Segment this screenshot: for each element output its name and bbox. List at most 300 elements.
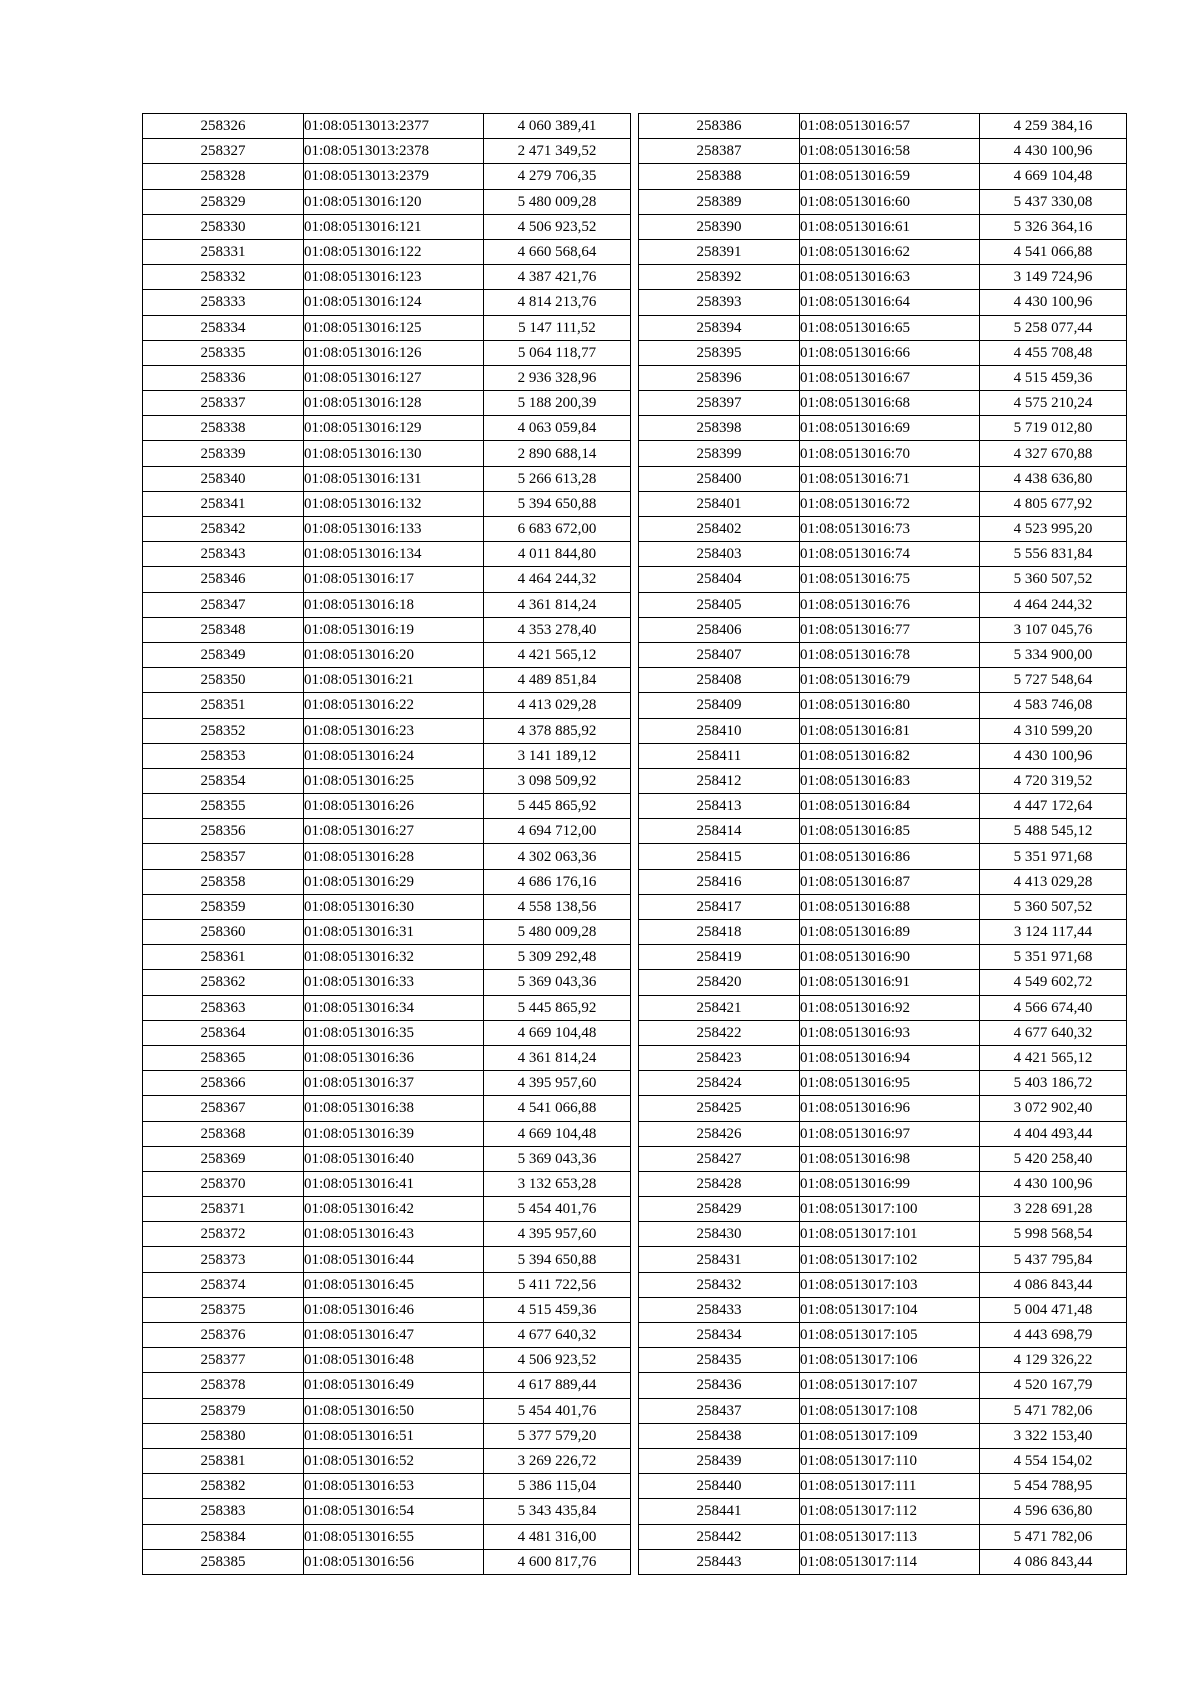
value-cell: 4 387 421,76 <box>484 265 631 290</box>
row-number-cell: 258389 <box>639 189 800 214</box>
value-cell: 4 327 670,88 <box>980 441 1127 466</box>
value-cell: 5 064 118,77 <box>484 340 631 365</box>
cadastral-number-cell: 01:08:0513016:122 <box>304 239 484 264</box>
cadastral-number-cell: 01:08:0513017:112 <box>800 1499 980 1524</box>
table-row <box>143 114 631 139</box>
cadastral-number-cell: 01:08:0513016:83 <box>800 768 980 793</box>
cadastral-number-cell: 01:08:0513016:46 <box>304 1297 484 1322</box>
cadastral-number-cell: 01:08:0513016:50 <box>304 1398 484 1423</box>
row-number-cell: 258419 <box>639 945 800 970</box>
table-row <box>143 1096 631 1121</box>
value-cell: 4 279 706,35 <box>484 164 631 189</box>
cadastral-number-cell: 01:08:0513016:79 <box>800 668 980 693</box>
cadastral-number-cell: 01:08:0513016:49 <box>304 1373 484 1398</box>
row-number-cell: 258337 <box>143 391 304 416</box>
row-number-cell: 258340 <box>143 466 304 491</box>
cadastral-number-cell: 01:08:0513016:84 <box>800 794 980 819</box>
cadastral-number-cell: 01:08:0513017:101 <box>800 1222 980 1247</box>
value-cell: 2 890 688,14 <box>484 441 631 466</box>
cadastral-number-cell: 01:08:0513016:41 <box>304 1171 484 1196</box>
cadastral-number-cell: 01:08:0513016:54 <box>304 1499 484 1524</box>
cadastral-number-cell: 01:08:0513017:114 <box>800 1549 980 1574</box>
cadastral-number-cell: 01:08:0513016:72 <box>800 491 980 516</box>
value-cell: 4 447 172,64 <box>980 794 1127 819</box>
row-number-cell: 258391 <box>639 239 800 264</box>
row-number-cell: 258349 <box>143 642 304 667</box>
cadastral-number-cell: 01:08:0513013:2377 <box>304 114 484 139</box>
row-number-cell: 258408 <box>639 668 800 693</box>
value-cell: 4 404 493,44 <box>980 1121 1127 1146</box>
value-cell: 5 004 471,48 <box>980 1297 1127 1322</box>
table-row <box>639 970 1127 995</box>
cadastral-number-cell: 01:08:0513016:43 <box>304 1222 484 1247</box>
row-number-cell: 258424 <box>639 1071 800 1096</box>
table-row <box>639 365 1127 390</box>
row-number-cell: 258332 <box>143 265 304 290</box>
value-cell: 5 471 782,06 <box>980 1524 1127 1549</box>
row-number-cell: 258433 <box>639 1297 800 1322</box>
table-row <box>143 1272 631 1297</box>
cadastral-number-cell: 01:08:0513016:35 <box>304 1020 484 1045</box>
row-number-cell: 258343 <box>143 542 304 567</box>
table-row <box>143 1423 631 1448</box>
row-number-cell: 258403 <box>639 542 800 567</box>
row-number-cell: 258428 <box>639 1171 800 1196</box>
row-number-cell: 258336 <box>143 365 304 390</box>
row-number-cell: 258399 <box>639 441 800 466</box>
value-cell: 4 541 066,88 <box>484 1096 631 1121</box>
value-cell: 5 454 788,95 <box>980 1474 1127 1499</box>
value-cell: 3 132 653,28 <box>484 1171 631 1196</box>
cadastral-number-cell: 01:08:0513016:23 <box>304 718 484 743</box>
table-row <box>639 466 1127 491</box>
value-cell: 4 353 278,40 <box>484 617 631 642</box>
cadastral-number-cell: 01:08:0513016:48 <box>304 1348 484 1373</box>
value-cell: 4 617 889,44 <box>484 1373 631 1398</box>
value-cell: 4 395 957,60 <box>484 1071 631 1096</box>
row-number-cell: 258368 <box>143 1121 304 1146</box>
cadastral-number-cell: 01:08:0513016:65 <box>800 315 980 340</box>
row-number-cell: 258411 <box>639 743 800 768</box>
row-number-cell: 258335 <box>143 340 304 365</box>
cadastral-number-cell: 01:08:0513016:94 <box>800 1045 980 1070</box>
value-cell: 4 677 640,32 <box>484 1323 631 1348</box>
value-cell: 4 515 459,36 <box>484 1297 631 1322</box>
cadastral-number-cell: 01:08:0513016:90 <box>800 945 980 970</box>
cadastral-number-cell: 01:08:0513016:131 <box>304 466 484 491</box>
value-cell: 5 369 043,36 <box>484 970 631 995</box>
row-number-cell: 258374 <box>143 1272 304 1297</box>
table-row <box>639 1398 1127 1423</box>
row-number-cell: 258416 <box>639 869 800 894</box>
row-number-cell: 258347 <box>143 592 304 617</box>
cadastral-number-cell: 01:08:0513017:108 <box>800 1398 980 1423</box>
value-cell: 4 443 698,79 <box>980 1323 1127 1348</box>
table-row <box>143 340 631 365</box>
row-number-cell: 258367 <box>143 1096 304 1121</box>
cadastral-number-cell: 01:08:0513017:103 <box>800 1272 980 1297</box>
row-number-cell: 258392 <box>639 265 800 290</box>
cadastral-number-cell: 01:08:0513016:95 <box>800 1071 980 1096</box>
cadastral-number-cell: 01:08:0513016:82 <box>800 743 980 768</box>
row-number-cell: 258375 <box>143 1297 304 1322</box>
row-number-cell: 258393 <box>639 290 800 315</box>
value-cell: 5 420 258,40 <box>980 1146 1127 1171</box>
row-number-cell: 258436 <box>639 1373 800 1398</box>
table-row <box>143 1499 631 1524</box>
table-row <box>639 340 1127 365</box>
value-cell: 5 445 865,92 <box>484 995 631 1020</box>
table-row <box>143 1171 631 1196</box>
row-number-cell: 258341 <box>143 491 304 516</box>
table-row <box>639 391 1127 416</box>
right-table <box>638 113 1127 1575</box>
row-number-cell: 258425 <box>639 1096 800 1121</box>
value-cell: 4 660 568,64 <box>484 239 631 264</box>
table-row <box>639 517 1127 542</box>
value-cell: 4 413 029,28 <box>484 693 631 718</box>
table-row <box>143 1549 631 1574</box>
table-row <box>639 768 1127 793</box>
table-row <box>143 1045 631 1070</box>
cadastral-number-cell: 01:08:0513016:77 <box>800 617 980 642</box>
cadastral-number-cell: 01:08:0513016:86 <box>800 844 980 869</box>
table-row <box>143 391 631 416</box>
table-row <box>639 1247 1127 1272</box>
cadastral-number-cell: 01:08:0513016:120 <box>304 189 484 214</box>
value-cell: 3 322 153,40 <box>980 1423 1127 1448</box>
value-cell: 3 072 902,40 <box>980 1096 1127 1121</box>
table-row <box>143 567 631 592</box>
table-row <box>639 416 1127 441</box>
cadastral-number-cell: 01:08:0513016:80 <box>800 693 980 718</box>
cadastral-number-cell: 01:08:0513016:70 <box>800 441 980 466</box>
table-row <box>143 365 631 390</box>
value-cell: 4 541 066,88 <box>980 239 1127 264</box>
row-number-cell: 258412 <box>639 768 800 793</box>
row-number-cell: 258441 <box>639 1499 800 1524</box>
table-row <box>639 1222 1127 1247</box>
row-number-cell: 258372 <box>143 1222 304 1247</box>
table-row <box>639 1171 1127 1196</box>
left-table <box>142 113 631 1575</box>
value-cell: 4 259 384,16 <box>980 114 1127 139</box>
table-row <box>143 1247 631 1272</box>
row-number-cell: 258376 <box>143 1323 304 1348</box>
table-row <box>639 265 1127 290</box>
table-row <box>143 1297 631 1322</box>
cadastral-number-cell: 01:08:0513016:78 <box>800 642 980 667</box>
table-row <box>639 1121 1127 1146</box>
table-row <box>639 1045 1127 1070</box>
row-number-cell: 258402 <box>639 517 800 542</box>
value-cell: 5 386 115,04 <box>484 1474 631 1499</box>
value-cell: 5 719 012,80 <box>980 416 1127 441</box>
value-cell: 4 686 176,16 <box>484 869 631 894</box>
cadastral-number-cell: 01:08:0513016:71 <box>800 466 980 491</box>
table-row <box>143 894 631 919</box>
cadastral-number-cell: 01:08:0513016:22 <box>304 693 484 718</box>
value-cell: 4 669 104,48 <box>980 164 1127 189</box>
row-number-cell: 258409 <box>639 693 800 718</box>
table-row <box>639 1549 1127 1574</box>
row-number-cell: 258353 <box>143 743 304 768</box>
table-row <box>639 1272 1127 1297</box>
row-number-cell: 258400 <box>639 466 800 491</box>
table-row <box>143 1121 631 1146</box>
table-row <box>143 945 631 970</box>
row-number-cell: 258434 <box>639 1323 800 1348</box>
cadastral-number-cell: 01:08:0513016:85 <box>800 819 980 844</box>
row-number-cell: 258427 <box>639 1146 800 1171</box>
table-row <box>639 743 1127 768</box>
row-number-cell: 258395 <box>639 340 800 365</box>
value-cell: 4 669 104,48 <box>484 1020 631 1045</box>
table-row <box>639 567 1127 592</box>
cadastral-number-cell: 01:08:0513016:33 <box>304 970 484 995</box>
value-cell: 5 394 650,88 <box>484 491 631 516</box>
value-cell: 5 266 613,28 <box>484 466 631 491</box>
row-number-cell: 258387 <box>639 139 800 164</box>
value-cell: 4 302 063,36 <box>484 844 631 869</box>
table-row <box>639 542 1127 567</box>
row-number-cell: 258420 <box>639 970 800 995</box>
table-row <box>639 920 1127 945</box>
table-row <box>639 995 1127 1020</box>
cadastral-number-cell: 01:08:0513016:37 <box>304 1071 484 1096</box>
row-number-cell: 258366 <box>143 1071 304 1096</box>
cadastral-number-cell: 01:08:0513016:60 <box>800 189 980 214</box>
cadastral-number-cell: 01:08:0513013:2378 <box>304 139 484 164</box>
row-number-cell: 258401 <box>639 491 800 516</box>
row-number-cell: 258421 <box>639 995 800 1020</box>
table-row <box>639 214 1127 239</box>
table-row <box>143 592 631 617</box>
value-cell: 5 147 111,52 <box>484 315 631 340</box>
value-cell: 3 107 045,76 <box>980 617 1127 642</box>
cadastral-number-cell: 01:08:0513016:21 <box>304 668 484 693</box>
row-number-cell: 258429 <box>639 1197 800 1222</box>
table-row <box>639 441 1127 466</box>
value-cell: 6 683 672,00 <box>484 517 631 542</box>
cadastral-number-cell: 01:08:0513016:96 <box>800 1096 980 1121</box>
cadastral-number-cell: 01:08:0513016:73 <box>800 517 980 542</box>
value-cell: 4 430 100,96 <box>980 743 1127 768</box>
value-cell: 4 395 957,60 <box>484 1222 631 1247</box>
table-row <box>639 139 1127 164</box>
cadastral-number-cell: 01:08:0513016:24 <box>304 743 484 768</box>
cadastral-number-cell: 01:08:0513016:29 <box>304 869 484 894</box>
table-row <box>143 1071 631 1096</box>
row-number-cell: 258423 <box>639 1045 800 1070</box>
cadastral-number-cell: 01:08:0513016:31 <box>304 920 484 945</box>
cadastral-number-cell: 01:08:0513016:63 <box>800 265 980 290</box>
row-number-cell: 258339 <box>143 441 304 466</box>
row-number-cell: 258327 <box>143 139 304 164</box>
row-number-cell: 258431 <box>639 1247 800 1272</box>
value-cell: 4 720 319,52 <box>980 768 1127 793</box>
value-cell: 4 489 851,84 <box>484 668 631 693</box>
cadastral-number-cell: 01:08:0513017:109 <box>800 1423 980 1448</box>
row-number-cell: 258361 <box>143 945 304 970</box>
value-cell: 5 343 435,84 <box>484 1499 631 1524</box>
cadastral-number-cell: 01:08:0513016:121 <box>304 214 484 239</box>
row-number-cell: 258381 <box>143 1448 304 1473</box>
table-row <box>639 239 1127 264</box>
value-cell: 4 677 640,32 <box>980 1020 1127 1045</box>
table-row <box>143 1373 631 1398</box>
cadastral-number-cell: 01:08:0513016:30 <box>304 894 484 919</box>
cadastral-number-cell: 01:08:0513016:27 <box>304 819 484 844</box>
row-number-cell: 258363 <box>143 995 304 1020</box>
table-row <box>639 693 1127 718</box>
table-row <box>143 995 631 1020</box>
value-cell: 5 377 579,20 <box>484 1423 631 1448</box>
row-number-cell: 258432 <box>639 1272 800 1297</box>
row-number-cell: 258379 <box>143 1398 304 1423</box>
row-number-cell: 258417 <box>639 894 800 919</box>
cadastral-number-cell: 01:08:0513017:102 <box>800 1247 980 1272</box>
value-cell: 4 694 712,00 <box>484 819 631 844</box>
row-number-cell: 258331 <box>143 239 304 264</box>
row-number-cell: 258333 <box>143 290 304 315</box>
row-number-cell: 258406 <box>639 617 800 642</box>
table-row <box>143 768 631 793</box>
value-cell: 5 480 009,28 <box>484 189 631 214</box>
value-cell: 5 351 971,68 <box>980 945 1127 970</box>
cadastral-number-cell: 01:08:0513016:88 <box>800 894 980 919</box>
value-cell: 4 549 602,72 <box>980 970 1127 995</box>
table-row <box>143 164 631 189</box>
row-number-cell: 258362 <box>143 970 304 995</box>
cadastral-number-cell: 01:08:0513016:28 <box>304 844 484 869</box>
cadastral-number-cell: 01:08:0513016:129 <box>304 416 484 441</box>
cadastral-number-cell: 01:08:0513016:132 <box>304 491 484 516</box>
row-number-cell: 258386 <box>639 114 800 139</box>
value-cell: 4 596 636,80 <box>980 1499 1127 1524</box>
value-cell: 4 421 565,12 <box>484 642 631 667</box>
table-row <box>143 315 631 340</box>
table-row <box>639 1524 1127 1549</box>
row-number-cell: 258442 <box>639 1524 800 1549</box>
value-cell: 4 063 059,84 <box>484 416 631 441</box>
value-cell: 3 228 691,28 <box>980 1197 1127 1222</box>
value-cell: 5 445 865,92 <box>484 794 631 819</box>
value-cell: 5 488 545,12 <box>980 819 1127 844</box>
row-number-cell: 258334 <box>143 315 304 340</box>
table-row <box>639 1096 1127 1121</box>
table-row <box>639 819 1127 844</box>
row-number-cell: 258397 <box>639 391 800 416</box>
row-number-cell: 258354 <box>143 768 304 793</box>
cadastral-number-cell: 01:08:0513016:47 <box>304 1323 484 1348</box>
row-number-cell: 258357 <box>143 844 304 869</box>
table-row <box>639 894 1127 919</box>
row-number-cell: 258351 <box>143 693 304 718</box>
cadastral-number-cell: 01:08:0513013:2379 <box>304 164 484 189</box>
cadastral-number-cell: 01:08:0513016:42 <box>304 1197 484 1222</box>
row-number-cell: 258377 <box>143 1348 304 1373</box>
table-row <box>639 617 1127 642</box>
table-row <box>639 668 1127 693</box>
cadastral-number-cell: 01:08:0513016:127 <box>304 365 484 390</box>
table-row <box>143 290 631 315</box>
cadastral-number-cell: 01:08:0513016:97 <box>800 1121 980 1146</box>
row-number-cell: 258378 <box>143 1373 304 1398</box>
row-number-cell: 258405 <box>639 592 800 617</box>
row-number-cell: 258359 <box>143 894 304 919</box>
value-cell: 4 421 565,12 <box>980 1045 1127 1070</box>
value-cell: 5 454 401,76 <box>484 1398 631 1423</box>
table-row <box>639 794 1127 819</box>
row-number-cell: 258348 <box>143 617 304 642</box>
table-row <box>639 1146 1127 1171</box>
value-cell: 4 506 923,52 <box>484 214 631 239</box>
cadastral-number-cell: 01:08:0513016:125 <box>304 315 484 340</box>
table-row <box>143 920 631 945</box>
value-cell: 2 471 349,52 <box>484 139 631 164</box>
cadastral-number-cell: 01:08:0513016:58 <box>800 139 980 164</box>
cadastral-number-cell: 01:08:0513016:17 <box>304 567 484 592</box>
value-cell: 4 554 154,02 <box>980 1448 1127 1473</box>
table-row <box>639 1373 1127 1398</box>
cadastral-number-cell: 01:08:0513016:20 <box>304 642 484 667</box>
value-cell: 4 515 459,36 <box>980 365 1127 390</box>
cadastral-number-cell: 01:08:0513016:67 <box>800 365 980 390</box>
row-number-cell: 258413 <box>639 794 800 819</box>
table-row <box>639 1348 1127 1373</box>
table-row <box>143 819 631 844</box>
cadastral-number-cell: 01:08:0513016:38 <box>304 1096 484 1121</box>
table-row <box>143 466 631 491</box>
table-row <box>143 718 631 743</box>
table-row <box>143 743 631 768</box>
cadastral-number-cell: 01:08:0513016:69 <box>800 416 980 441</box>
value-cell: 4 520 167,79 <box>980 1373 1127 1398</box>
cadastral-number-cell: 01:08:0513016:32 <box>304 945 484 970</box>
value-cell: 5 188 200,39 <box>484 391 631 416</box>
table-row <box>143 844 631 869</box>
table-row <box>639 718 1127 743</box>
table-row <box>143 1020 631 1045</box>
table-row <box>639 1448 1127 1473</box>
row-number-cell: 258407 <box>639 642 800 667</box>
table-row <box>143 517 631 542</box>
table-row <box>639 1071 1127 1096</box>
cadastral-number-cell: 01:08:0513016:44 <box>304 1247 484 1272</box>
cadastral-number-cell: 01:08:0513016:68 <box>800 391 980 416</box>
right-table-body <box>639 114 1127 1575</box>
cadastral-number-cell: 01:08:0513016:74 <box>800 542 980 567</box>
value-cell: 5 437 795,84 <box>980 1247 1127 1272</box>
table-row <box>143 642 631 667</box>
table-row <box>639 1499 1127 1524</box>
value-cell: 5 480 009,28 <box>484 920 631 945</box>
value-cell: 5 411 722,56 <box>484 1272 631 1297</box>
cadastral-number-cell: 01:08:0513016:66 <box>800 340 980 365</box>
row-number-cell: 258398 <box>639 416 800 441</box>
cadastral-number-cell: 01:08:0513016:130 <box>304 441 484 466</box>
cadastral-number-cell: 01:08:0513016:18 <box>304 592 484 617</box>
cadastral-number-cell: 01:08:0513016:45 <box>304 1272 484 1297</box>
table-row <box>143 970 631 995</box>
cadastral-number-cell: 01:08:0513016:91 <box>800 970 980 995</box>
cadastral-number-cell: 01:08:0513017:110 <box>800 1448 980 1473</box>
table-row <box>143 542 631 567</box>
value-cell: 5 351 971,68 <box>980 844 1127 869</box>
row-number-cell: 258440 <box>639 1474 800 1499</box>
table-row <box>143 1222 631 1247</box>
